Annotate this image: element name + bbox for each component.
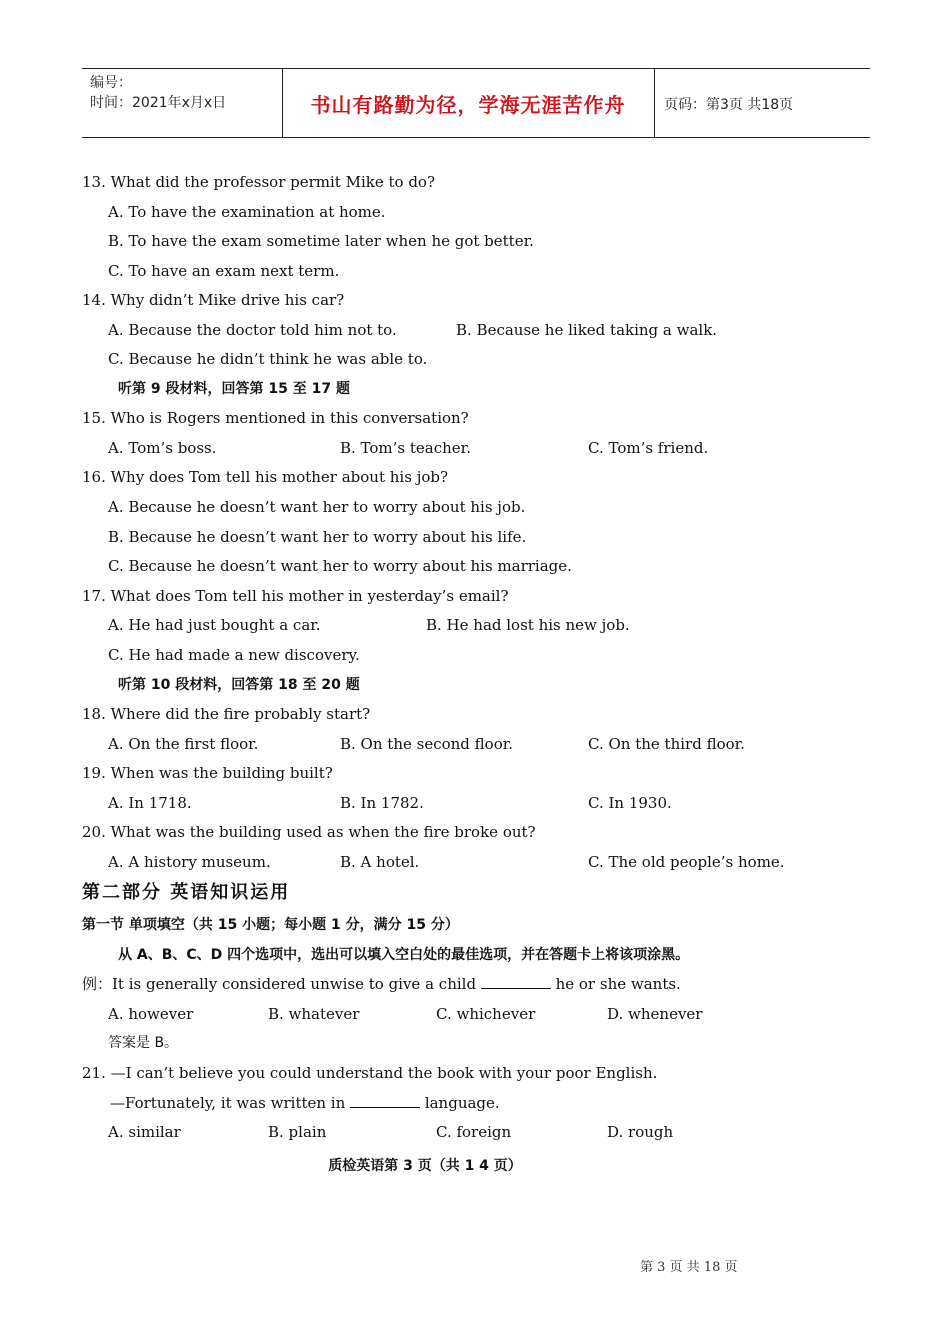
option: A. To have the examination at home. [108,203,386,221]
question-stem: 18. Where did the fire probably start? [82,705,371,723]
option: B. plain [268,1123,327,1141]
option: A. Because the doctor told him not to. [108,321,397,339]
number-label: 编号： [90,75,132,91]
option: B. In 1782. [340,794,424,812]
document-header [82,68,870,138]
page-info: 页码：第3页 共18页 [664,97,794,113]
option: B. He had lost his new job. [426,616,630,634]
option: C. The old people’s home. [588,853,785,871]
example-answer: 答案是 B。 [108,1035,179,1051]
option: B. Because he liked taking a walk. [456,321,718,339]
section-title: 第一节 单项填空（共 15 小题；每小题 1 分，满分 15 分） [82,917,459,933]
exam-page-footer: 质检英语第 3 页（共 1 4 页） [328,1158,522,1174]
option: B. A hotel. [340,853,420,871]
example-prefix: 例：It is generally considered unwise to give a child [82,975,481,993]
time-label: 时间：2021年x月x日 [90,95,227,111]
option: B. whatever [268,1005,360,1023]
part-title: 第二部分 英语知识运用 [82,882,291,903]
option: A. He had just bought a car. [108,616,321,634]
option: C. foreign [436,1123,512,1141]
header-divider [654,69,655,137]
question-stem: 14. Why didn’t Mike drive his car? [82,291,345,309]
option: B. Because he doesn’t want her to worry about his life. [108,528,527,546]
option: C. Tom’s friend. [588,439,709,457]
question-stem: 16. Why does Tom tell his mother about his job? [82,468,449,486]
option: B. Tom’s teacher. [340,439,471,457]
instruction: 从 A、B、C、D 四个选项中，选出可以填入空白处的最佳选项，并在答题卡上将该项涂黑。 [118,947,690,963]
option: A. however [108,1005,194,1023]
option: A. On the first floor. [108,735,259,753]
option: B. On the second floor. [340,735,514,753]
option: C. In 1930. [588,794,672,812]
option: C. To have an exam next term. [108,262,340,280]
option: D. whenever [607,1005,703,1023]
option: A. Because he doesn’t want her to worry about his job. [108,498,526,516]
question-stem-line2 [110,1093,500,1113]
question-stem: 20. What was the building used as when the fire broke out? [82,823,536,841]
question-stem: 13. What did the professor permit Mike to do? [82,173,435,191]
option: A. similar [108,1123,181,1141]
option: A. In 1718. [108,794,192,812]
question-stem: 17. What does Tom tell his mother in yesterday’s email? [82,587,509,605]
section-heading: 听第 10 段材料，回答第 18 至 20 题 [118,677,360,693]
q21-suffix: language. [420,1094,500,1112]
question-stem: 21. —I can’t believe you could understand the book with your poor English. [82,1064,658,1082]
header-meta [90,73,226,113]
option: D. rough [607,1123,674,1141]
option: C. Because he didn’t think he was able to. [108,350,428,368]
option: B. To have the exam sometime later when he got better. [108,232,534,250]
q21-prefix: —Fortunately, it was written in [110,1094,351,1112]
example-sentence [82,974,681,994]
section-heading: 听第 9 段材料，回答第 15 至 17 题 [118,381,350,397]
page-footer: 第 3 页 共 18 页 [640,1260,738,1275]
example-suffix: he or she wants. [550,975,681,993]
option: C. whichever [436,1005,536,1023]
option: C. He had made a new discovery. [108,646,360,664]
motto: 书山有路勤为径，学海无涯苦作舟 [310,93,626,117]
option: C. On the third floor. [588,735,745,753]
option: A. A history museum. [108,853,271,871]
option: A. Tom’s boss. [108,439,217,457]
answer-blank [350,1093,420,1108]
answer-blank [481,974,551,989]
question-stem: 19. When was the building built? [82,764,333,782]
question-stem: 15. Who is Rogers mentioned in this conversation? [82,409,469,427]
option: C. Because he doesn’t want her to worry about his marriage. [108,557,572,575]
